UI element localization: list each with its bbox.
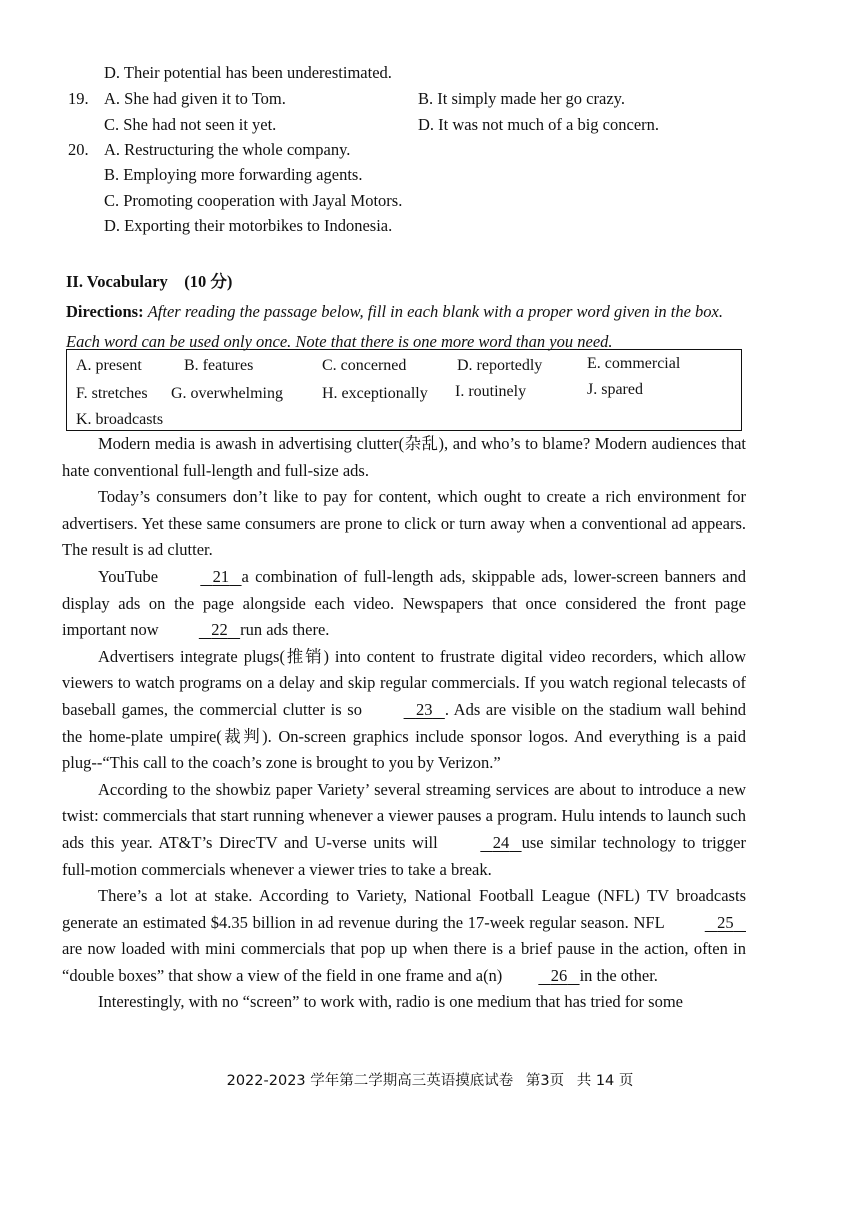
q19-option-d: D. It was not much of a big concern. [418,115,660,134]
word-option: F. stretches [76,385,148,402]
question-20-number: 20. [68,140,89,159]
q20-option-c: C. Promoting cooperation with Jayal Motors. [104,191,403,210]
word-option: J. spared [587,381,643,398]
passage-paragraph-2: Today’s consumers don’t like to pay for content, which ought to create a rich environment for advertisers. Yet these same consumers are prone to click or turn away when a conventional ad appears. The result is ad clutter. [62,487,746,560]
word-option: G. overwhelming [171,385,283,402]
passage-paragraph-5 [62,777,746,883]
directions-label: Directions: [66,302,144,321]
blank-22[interactable] [163,617,240,644]
word-option: K. broadcasts [76,411,164,428]
passage-text: Advertisers integrate plugs(推销) into content to frustrate digital video recorders, which allow viewers to watch programs on a delay and skip regular commercials. If you watch regional telecasts of baseball games, the commercial clutter is so [62,646,746,719]
passage-text: run ads there. [240,620,330,640]
page-footer [0,1069,860,1090]
passage-paragraph-6 [62,883,746,989]
passage-text: . Ads are visible on the stadium wall behind the home-plate umpire(裁判). On-screen graphics include sponsor logos. And everything is a paid plug--“This call to the coach’s zone is brought to you by Verizon.” [62,699,746,773]
q19-option-c: C. She had not seen it yet. [104,115,277,134]
question-19-number: 19. [68,89,89,108]
blank-21[interactable] [164,564,241,591]
blank-number: 22 [211,620,228,640]
blank-23[interactable] [368,697,445,724]
blank-26[interactable] [502,963,579,990]
q19-option-a: A. She had given it to Tom. [104,89,286,108]
word-option: E. commercial [587,355,681,372]
blank-number: 23 [415,699,433,719]
word-option: D. reportedly [457,357,543,374]
word-option: H. exceptionally [322,385,428,402]
word-box [66,349,742,431]
passage-text: in the other. [579,965,658,985]
q20-option-a: A. Restructuring the whole company. [104,140,351,159]
passage-text: According to the showbiz paper Variety’ several streaming services are about to introduce a new twist: commercials that start running whenever a viewer pauses a program. Hulu intends to launch such ads this year. AT&T’s DirecTV and U-verse units will [62,779,746,852]
section-title: II. Vocabulary (10 分) [66,272,233,291]
passage-text: YouTube [98,566,165,586]
passage-text: use similar technology to trigger full-motion commercials whenever a viewer tries to take a break. [62,832,747,879]
q20-option-b: B. Employing more forwarding agents. [104,165,363,184]
passage-text: a combination of full-length ads, skippable ads, lower-screen banners and display ads on the page alongside each video. Newspapers that once considered the front page important now [62,566,747,640]
passage-paragraph-4 [62,644,746,777]
word-option: I. routinely [455,383,527,400]
passage-paragraph-3 [62,564,746,644]
q20-option-d: D. Exporting their motorbikes to Indonesia. [104,216,393,235]
word-option: B. features [184,357,254,374]
blank-number: 26 [550,965,568,985]
q18-option-d: D. Their potential has been underestimated. [104,63,392,82]
passage-text: are now loaded with mini commercials that pop up when there is a brief pause in the action, often in “double boxes” that show a view of the field in one frame and a(n) [62,939,746,985]
page-number: 第3页 [525,1073,565,1089]
total-pages: 共 14 页 [576,1073,634,1089]
blank-number: 21 [212,566,230,586]
word-option: C. concerned [322,357,407,374]
passage-paragraph-1: Modern media is awash in advertising clutter(杂乱), and who’s to blame? Modern audiences that hate conventional full-length and full-size ads. [62,434,746,480]
q19-option-b: B. It simply made her go crazy. [418,89,625,108]
blank-number: 24 [492,832,510,852]
directions-text: After reading the passage below, fill in each blank with a proper word given in the box. Each word can be used only once. Note that there is one more word than you need. [66,302,724,351]
exam-title: 2022-2023 学年第二学期高三英语摸底试卷 [226,1073,514,1089]
blank-number: 25 [717,912,734,932]
directions [66,297,756,357]
blank-24[interactable] [444,830,521,857]
word-option: A. present [76,357,142,374]
blank-25[interactable] [669,910,746,937]
passage [62,431,746,1016]
passage-paragraph-7: Interestingly, with no “screen” to work with, radio is one medium that has tried for some [98,992,683,1012]
passage-text: There’s a lot at stake. According to Variety, National Football League (NFL) TV broadcasts generate an estimated $4.35 billion in ad revenue during the 17-week regular season. NFL [62,886,746,932]
